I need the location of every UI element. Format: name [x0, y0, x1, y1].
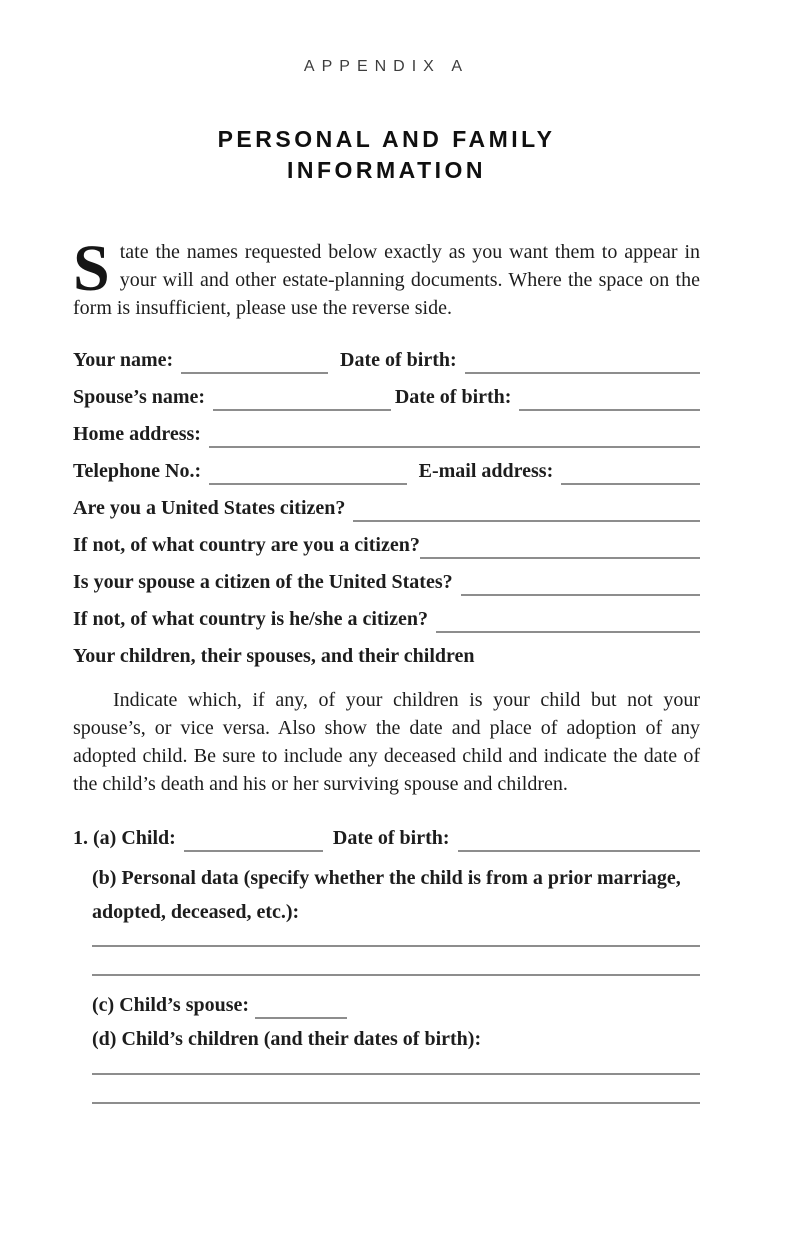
item1-dob-label: Date of birth:	[332, 827, 450, 849]
email-blank	[561, 459, 700, 485]
item1-child-label: (a) Child:	[93, 827, 176, 849]
personal-data-line-1	[92, 945, 700, 947]
form-row-home-address	[73, 422, 700, 448]
spouse-citizen-label: Is your spouse a citizen of the United States?	[73, 571, 453, 593]
home-address-label: Home address:	[73, 423, 201, 445]
spouse-name-blank	[213, 385, 391, 411]
item1-personal-data-label: (b) Personal data (specify whether the child is from a prior marriage, adopted, deceased, etc.):	[92, 867, 681, 923]
running-head: APPENDIX A	[303, 58, 470, 75]
spouse-name-label: Spouse’s name:	[73, 386, 206, 408]
child-children-line-2	[92, 1102, 700, 1104]
personal-info-form	[73, 348, 700, 668]
dob-blank	[465, 348, 700, 374]
page-title	[73, 124, 700, 186]
item1-child-children-label: (d) Child’s children (and their dates of birth):	[92, 1028, 482, 1050]
email-label: E-mail address:	[418, 460, 554, 482]
item1-child-spouse-label: (c) Child’s spouse:	[92, 994, 250, 1016]
form-row-spouse-country	[73, 607, 700, 633]
telephone-blank	[209, 459, 406, 485]
us-citizen-blank	[353, 496, 700, 522]
country-citizen-blank	[420, 533, 700, 559]
home-address-blank	[209, 422, 700, 448]
item1-number: 1.	[73, 827, 88, 849]
form-row-country-citizen	[73, 533, 700, 559]
form-row-us-citizen	[73, 496, 700, 522]
page-title-line1: PERSONAL AND FAMILY	[217, 126, 556, 152]
telephone-label: Telephone No.:	[73, 460, 202, 482]
item1-dob-blank	[458, 826, 700, 852]
form-row-telephone	[73, 459, 700, 485]
country-citizen-label: If not, of what country are you a citizen?	[73, 534, 420, 556]
item1-child-row	[73, 826, 700, 852]
spouse-dob-blank	[519, 385, 700, 411]
page-title-line2: INFORMATION	[286, 157, 487, 183]
item1-child-children-row	[92, 1027, 700, 1051]
intro-paragraph	[73, 232, 700, 322]
spouse-country-label: If not, of what country is he/she a citizen?	[73, 608, 428, 630]
children-section-heading: Your children, their spouses, and their children	[73, 645, 475, 667]
dob-label: Date of birth:	[340, 349, 457, 371]
child-children-line-1	[92, 1073, 700, 1075]
spouse-country-blank	[436, 607, 700, 633]
personal-data-line-2	[92, 974, 700, 976]
your-name-blank	[181, 348, 328, 374]
spouse-dob-label: Date of birth:	[394, 386, 512, 408]
your-name-label: Your name:	[73, 349, 174, 371]
form-row-spouse-citizen	[73, 570, 700, 596]
item1-child-spouse-blank	[255, 993, 347, 1019]
spouse-citizen-blank	[461, 570, 700, 596]
drop-cap: S	[73, 232, 110, 305]
children-paragraph: Indicate which, if any, of your children is your child but not your spouse’s, or vice versa. Also show the date and place of adoption of any adopted child. Be sure to include any deceased child and indicate the date of the child’s death and his or her surviving spouse and children.	[73, 689, 700, 795]
form-row-spouse-name	[73, 385, 700, 411]
us-citizen-label: Are you a United States citizen?	[73, 497, 346, 519]
item1-child-blank	[184, 826, 323, 852]
intro-text: tate the names requested below exactly as you want them to appear in your will and other estate-planning documents. Where the space on the form is insufficient, please use the reverse side.	[73, 241, 700, 319]
item1-child-spouse-row	[92, 993, 700, 1019]
form-row-your-name	[73, 348, 700, 374]
